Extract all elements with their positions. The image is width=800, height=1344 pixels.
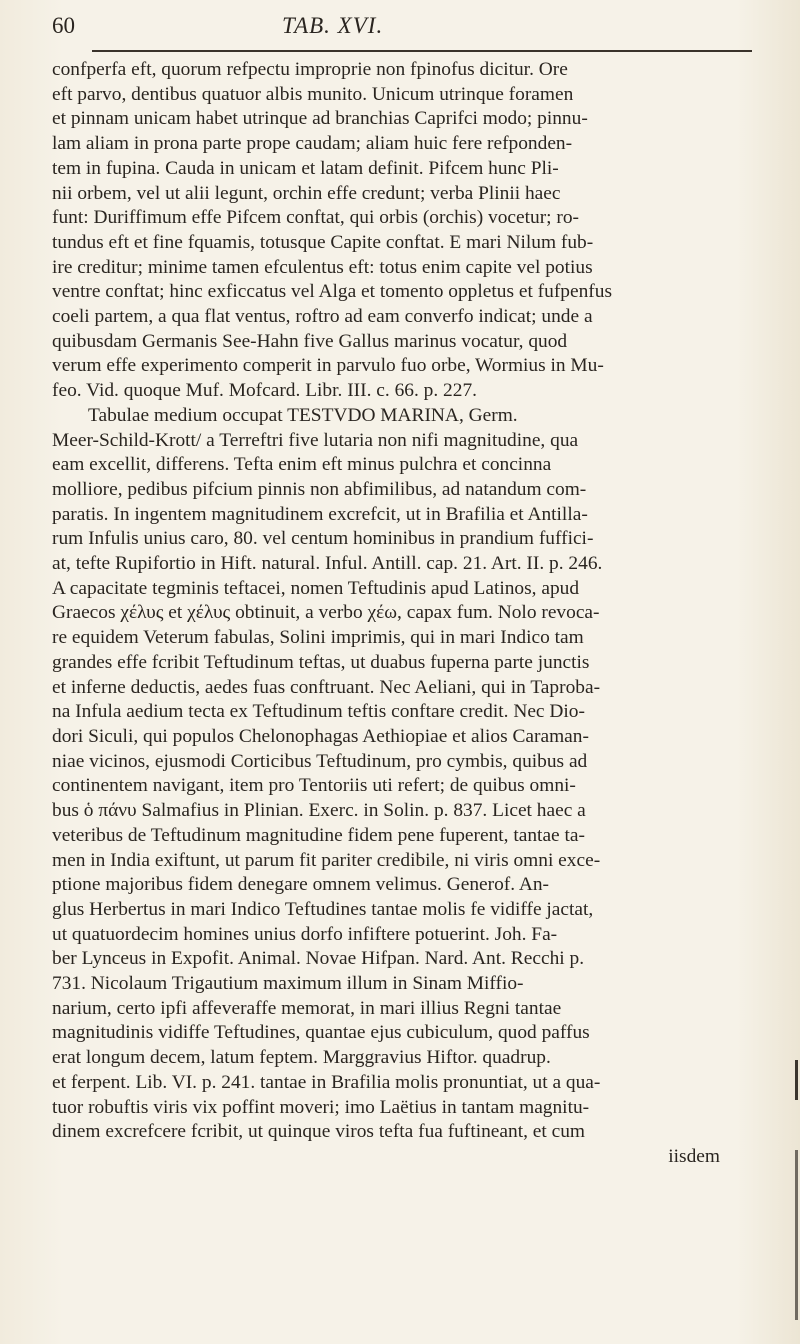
text-line: na Infula aedium tecta ex Teftudinum teftis conftare credit. Nec Dio- [52,701,585,723]
text-line: bus ὁ πάνυ Salmafius in Plinian. Exerc. in Solin. p. 837. Licet haec a [52,800,586,822]
text-line: confperfa eft, quorum refpectu improprie non fpinofus dicitur. Ore [52,59,568,80]
text-line: ventre conftat; hinc exficcatus vel Alga et tomento oppletus et fufpenfus [52,281,612,303]
text-line: Graecos χέλυς et χέλυς obtinuit, a verbo χέω, capax fum. Nolo revoca- [52,602,600,624]
text-line: et ferpent. Lib. VI. p. 241. tantae in Brafilia molis pronuntiat, ut a qua- [52,1071,601,1093]
text-line: funt: Duriffimum effe Pifcem conftat, qui orbis (orchis) vocetur; ro- [52,207,579,229]
text-line: glus Herbertus in mari Indico Teftudines tantae molis fe vidiffe jactat, [52,898,594,920]
text-line: lam aliam in prona parte prope caudam; aliam huic fere refponden- [52,133,573,155]
text-line: verum effe experimento comperit in parvulo fuo orbe, Wormius in Mu- [52,355,604,377]
text-line: magnitudinis vidiffe Teftudines, quantae ejus cubiculum, quod paffus [52,1022,590,1044]
body-text [52,58,764,1170]
text-line: at, tefte Rupifortio in Hift. natural. Inful. Antill. cap. 21. Art. II. p. 246. [52,553,603,575]
text-line: eam excellit, differens. Tefta enim eft minus pulchra et concinna [52,454,552,476]
text-line: quibusdam Germanis See-Hahn five Gallus marinus vocatur, quod [52,330,568,352]
text-line: A capacitate tegminis teftacei, nomen Teftudinis apud Latinos, apud [52,577,580,599]
text-line: men in India exiftunt, ut parum fit pariter credibile, ni viris omni exce- [52,849,601,871]
text-line: Meer-Schild-Krott/ a Terreftri five lutaria non nifi magnitudine, qua [52,429,579,451]
page-edge-shadow [795,1150,798,1320]
text-line: paratis. In ingentem magnitudinem excrefcit, ut in Brafilia et Antilla- [52,503,588,525]
text-line: tem in fupina. Cauda in unicam et latam definit. Pifcem hunc Pli- [52,157,559,179]
text-line: feo. Vid. quoque Muf. Mofcard. Libr. III. c. 66. p. 227. [52,380,477,402]
page-edge-shadow [795,1060,798,1100]
text-line: ut quatuordecim homines unius dorfo infiftere potuerint. Joh. Fa- [52,923,558,945]
text-line: narium, certo ipfi affeveraffe memorat, in mari illius Regni tantae [52,997,562,1019]
text-line: tundus eft et fine fquamis, totusque Capite conftat. E mari Nilum fub- [52,231,594,253]
text-line: et inferne deductis, aedes fuas conftruant. Nec Aeliani, qui in Taproba- [52,676,601,698]
text-line: veteribus de Teftudinum magnitudine fidem pene fuperent, tantae ta- [52,824,585,846]
text-line: niae vicinos, ejusmodi Corticibus Teftudinum, pro cymbis, quibus ad [52,750,588,772]
page-number: 60 [52,13,75,38]
header-rule [92,50,752,52]
text-line: continentem navigant, item pro Tentoriis uti refert; de quibus omni- [52,775,576,797]
running-title: TAB. XVI. [282,13,384,38]
text-line: ire creditur; minime tamen efculentus eft: totus enim capite vel potius [52,256,593,278]
text-line: et pinnam unicam habet utrinque ad branchias Caprifci modo; pinnu- [52,108,588,130]
text-line: molliore, pedibus pifcium pinnis non abfimilibus, ad natandum com- [52,478,587,500]
text-line: tuor robuftis viris vix poffint moveri; imo Laëtius in tantam magnitu- [52,1096,590,1118]
text-line: 731. Nicolaum Trigautium maximum illum in Sinam Miffio- [52,973,524,995]
page-header [52,6,752,46]
catchword: iisdem [668,1145,720,1167]
text-line: dori Siculi, qui populos Chelonophagas Aethiopiae et alios Caraman- [52,725,589,747]
text-line: ber Lynceus in Expofit. Animal. Novae Hifpan. Nard. Ant. Recchi p. [52,948,585,970]
text-line: re equidem Veterum fabulas, Solini imprimis, qui in mari Indico tam [52,627,584,649]
text-line: dinem excrefcere fcribit, ut quinque viros tefta fua fuftineant, et cum [52,1121,586,1143]
text-line: nii orbem, vel ut alii legunt, orchin effe credunt; verba Plinii haec [52,182,561,204]
text-line: eft parvo, dentibus quatuor albis munito. Unicum utrinque foramen [52,83,574,105]
text-line: coeli partem, a qua flat ventus, roftro ad eam converfo indicat; unde a [52,306,593,328]
text-line: Tabulae medium occupat TESTVDO MARINA, Germ. [88,404,518,426]
text-line: ptione majoribus fidem denegare omnem velimus. Generof. An- [52,874,550,896]
text-line: rum Infulis unius caro, 80. vel centum hominibus in prandium fuffici- [52,528,594,550]
text-line: grandes effe fcribit Teftudinum teftas, ut duabus fuperna parte junctis [52,651,590,673]
text-line: erat longum decem, latum feptem. Marggravius Hiftor. quadrup. [52,1047,551,1069]
